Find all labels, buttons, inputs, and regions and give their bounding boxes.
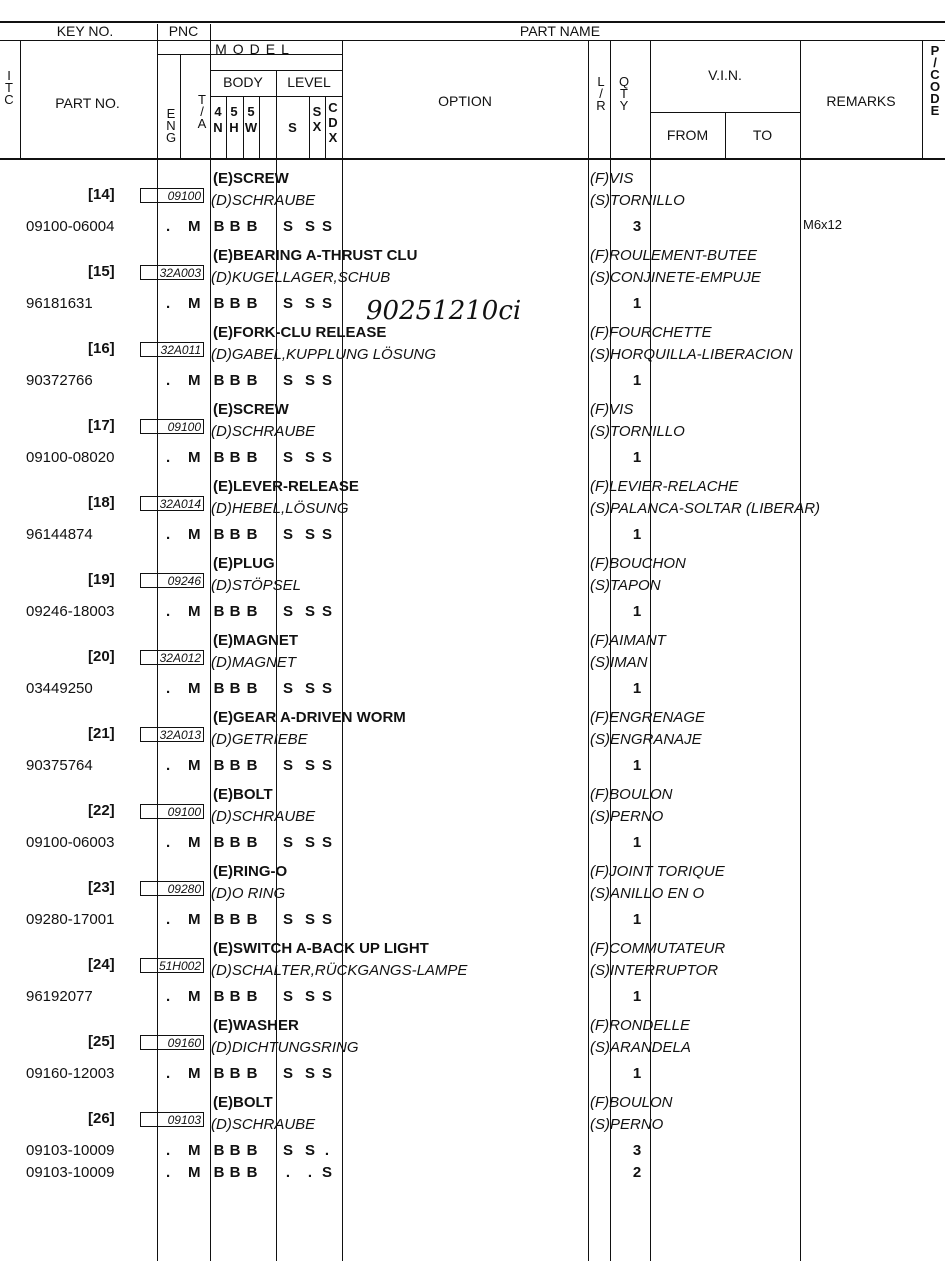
body-value: B xyxy=(213,1142,225,1159)
pcode-letter: P xyxy=(930,43,940,58)
key-number: [17] xyxy=(88,417,115,434)
body-value: B xyxy=(213,218,225,235)
body-value: B xyxy=(229,449,241,466)
english-name: (E)RING-O xyxy=(213,863,288,880)
column-rule xyxy=(325,96,326,158)
quantity: 1 xyxy=(632,757,642,774)
eng-dot: . xyxy=(166,603,171,620)
french-name: (F)BOUCHON xyxy=(590,555,686,572)
pcode-letter: E xyxy=(930,103,940,118)
body-value: B xyxy=(246,1065,258,1082)
qty-header xyxy=(617,76,631,112)
english-name: (E)PLUG xyxy=(213,555,275,572)
eng-dot: . xyxy=(166,1164,171,1181)
part-name-header: PART NAME xyxy=(519,23,601,39)
body-value: B xyxy=(213,449,225,466)
french-name: (F)ROULEMENT-BUTEE xyxy=(590,247,757,264)
column-rule xyxy=(157,24,158,1261)
lr-letter: / xyxy=(599,86,603,101)
french-name: (F)BOULON xyxy=(590,1094,673,1111)
eng-letter: G xyxy=(165,130,177,145)
german-name: (D)O RING xyxy=(211,885,286,902)
german-name: (D)STÖPSEL xyxy=(211,577,302,594)
level-value: S xyxy=(321,680,332,697)
body-value: B xyxy=(229,988,241,1005)
level-value: . xyxy=(324,1142,330,1159)
lr-header xyxy=(594,76,608,112)
part-number: 03449250 xyxy=(26,680,93,697)
german-name: (D)SCHALTER,RÜCKGANGS-LAMPE xyxy=(211,962,468,979)
ta-letter: T xyxy=(198,92,206,107)
pnc-code: 32A013 xyxy=(140,727,204,742)
german-name: (D)KUGELLAGER,SCHUB xyxy=(211,269,391,286)
level-col-label xyxy=(309,104,325,134)
qty-letter: Y xyxy=(619,98,629,113)
header-top-rule xyxy=(0,21,945,23)
spanish-name: (S)ARANDELA xyxy=(590,1039,691,1056)
quantity: 1 xyxy=(632,834,642,851)
key-number: [21] xyxy=(88,725,115,742)
pnc-code: 09103 xyxy=(140,1112,204,1127)
level-value: S xyxy=(304,757,315,774)
spanish-name: (S)ANILLO EN O xyxy=(590,885,705,902)
english-name: (E)WASHER xyxy=(213,1017,299,1034)
body-header: BODY xyxy=(223,74,263,90)
level-value: S xyxy=(282,218,293,235)
english-name: (E)BOLT xyxy=(213,786,273,803)
level-value: S xyxy=(282,603,293,620)
level-value: S xyxy=(321,526,332,543)
body-value: B xyxy=(229,603,241,620)
pnc-code: 09100 xyxy=(140,419,204,434)
quantity: 2 xyxy=(632,1164,642,1181)
body-value: B xyxy=(213,757,225,774)
level-value: S xyxy=(304,1142,315,1159)
key-number: [16] xyxy=(88,340,115,357)
level-value: S xyxy=(304,218,315,235)
key-number: [22] xyxy=(88,802,115,819)
level-col-char: S xyxy=(312,104,322,119)
quantity: 3 xyxy=(632,218,642,235)
quantity: 1 xyxy=(632,680,642,697)
level-col-char: X xyxy=(328,130,338,145)
body-value: B xyxy=(213,834,225,851)
body-value: B xyxy=(213,1065,225,1082)
eng-dot: . xyxy=(166,680,171,697)
french-name: (F)FOURCHETTE xyxy=(590,324,712,341)
english-name: (E)LEVER-RELEASE xyxy=(213,478,359,495)
key-number: [14] xyxy=(88,186,115,203)
level-value: S xyxy=(304,295,315,312)
pnc-code: 09160 xyxy=(140,1035,204,1050)
quantity: 1 xyxy=(632,449,642,466)
itc-letter: I xyxy=(7,68,11,83)
eng-dot: . xyxy=(166,449,171,466)
level-value: S xyxy=(321,911,332,928)
qty-letter: Q xyxy=(618,74,630,89)
column-rule xyxy=(800,40,801,1261)
level-value: S xyxy=(304,988,315,1005)
german-name: (D)SCHRAUBE xyxy=(211,808,316,825)
itc-header xyxy=(2,70,16,106)
ta-code: M xyxy=(188,372,201,389)
level-col-label xyxy=(276,120,309,135)
quantity: 1 xyxy=(632,911,642,928)
column-rule xyxy=(210,24,211,1261)
pnc-code: 09100 xyxy=(140,188,204,203)
eng-header xyxy=(164,108,178,144)
body-value: B xyxy=(229,757,241,774)
body-value: B xyxy=(246,449,258,466)
part-number: 09246-18003 xyxy=(26,603,115,620)
level-value: S xyxy=(321,834,332,851)
spanish-name: (S)PERNO xyxy=(590,1116,664,1133)
eng-dot: . xyxy=(166,988,171,1005)
level-value: S xyxy=(321,603,332,620)
french-name: (F)AIMANT xyxy=(590,632,666,649)
model-header: MODEL xyxy=(215,41,295,57)
level-value: S xyxy=(282,757,293,774)
vin-header: V.I.N. xyxy=(708,67,742,83)
key-number: [15] xyxy=(88,263,115,280)
level-value: S xyxy=(321,1065,332,1082)
eng-dot: . xyxy=(166,295,171,312)
body-value: B xyxy=(229,218,241,235)
key-number: [18] xyxy=(88,494,115,511)
ta-code: M xyxy=(188,1065,201,1082)
eng-dot: . xyxy=(166,911,171,928)
body-col-label xyxy=(227,104,241,136)
level-value: S xyxy=(304,603,315,620)
column-rule xyxy=(588,40,589,1261)
quantity: 1 xyxy=(632,1065,642,1082)
spanish-name: (S)INTERRUPTOR xyxy=(590,962,719,979)
part-number: 96181631 xyxy=(26,295,93,312)
key-no-header: KEY NO. xyxy=(56,23,114,39)
ta-code: M xyxy=(188,603,201,620)
french-name: (F)LEVIER-RELACHE xyxy=(590,478,739,495)
pcode-letter: D xyxy=(930,91,940,106)
quantity: 1 xyxy=(632,295,642,312)
body-value: B xyxy=(246,372,258,389)
ta-code: M xyxy=(188,449,201,466)
pnc-code: 32A014 xyxy=(140,496,204,511)
level-value: S xyxy=(321,218,332,235)
level-value: S xyxy=(321,372,332,389)
key-number: [20] xyxy=(88,648,115,665)
level-value: S xyxy=(304,911,315,928)
ta-code: M xyxy=(188,911,201,928)
spanish-name: (S)IMAN xyxy=(590,654,648,671)
option-header: OPTION xyxy=(438,93,492,109)
spanish-name: (S)HORQUILLA-LIBERACION xyxy=(590,346,793,363)
header-row1-rule xyxy=(0,40,945,41)
body-value: B xyxy=(246,1164,258,1181)
german-name: (D)SCHRAUBE xyxy=(211,1116,316,1133)
key-number: [25] xyxy=(88,1033,115,1050)
column-rule xyxy=(922,40,923,158)
body-value: B xyxy=(213,295,225,312)
body-col-char: 5 xyxy=(230,104,238,119)
german-name: (D)HEBEL,LÖSUNG xyxy=(211,500,349,517)
body-col-char: H xyxy=(229,120,239,135)
ta-code: M xyxy=(188,295,201,312)
quantity: 1 xyxy=(632,988,642,1005)
eng-letter: E xyxy=(166,106,176,121)
body-value: B xyxy=(213,988,225,1005)
english-name: (E)SCREW xyxy=(213,401,289,418)
pcode-letter: / xyxy=(933,55,937,70)
french-name: (F)VIS xyxy=(590,170,634,187)
german-name: (D)DICHTUNGSRING xyxy=(211,1039,359,1056)
level-value: S xyxy=(304,680,315,697)
level-value: S xyxy=(282,1065,293,1082)
quantity: 1 xyxy=(632,603,642,620)
body-value: B xyxy=(246,988,258,1005)
level-value: S xyxy=(321,1164,332,1181)
part-number: 09100-06004 xyxy=(26,218,115,235)
body-value: B xyxy=(229,526,241,543)
english-name: (E)BOLT xyxy=(213,1094,273,1111)
ta-code: M xyxy=(188,834,201,851)
body-value: B xyxy=(229,1164,241,1181)
level-value: S xyxy=(321,449,332,466)
level-value: S xyxy=(321,988,332,1005)
body-value: B xyxy=(229,834,241,851)
spanish-name: (S)TORNILLO xyxy=(590,192,685,209)
body-value: B xyxy=(213,603,225,620)
body-value: B xyxy=(213,1164,225,1181)
column-rule xyxy=(610,40,611,1261)
ta-code: M xyxy=(188,757,201,774)
level-col-char: D xyxy=(328,115,338,130)
ta-code: M xyxy=(188,218,201,235)
german-name: (D)SCHRAUBE xyxy=(211,192,316,209)
itc-letter: T xyxy=(5,80,13,95)
level-value: S xyxy=(282,988,293,1005)
level-value: S xyxy=(282,449,293,466)
header-bottom-rule xyxy=(0,158,945,160)
ta-letter: A xyxy=(197,116,207,131)
part-no-header: PART NO. xyxy=(55,95,120,111)
pnc-code: 09246 xyxy=(140,573,204,588)
handwritten-note: 90251210ci xyxy=(366,296,522,326)
part-number: 09100-06003 xyxy=(26,834,115,851)
column-rule xyxy=(309,96,310,158)
part-number: 96144874 xyxy=(26,526,93,543)
level-value: S xyxy=(282,295,293,312)
english-name: (E)MAGNET xyxy=(213,632,298,649)
part-number: 09280-17001 xyxy=(26,911,115,928)
key-number: [26] xyxy=(88,1110,115,1127)
eng-dot: . xyxy=(166,834,171,851)
english-name: (E)FORK-CLU RELEASE xyxy=(213,324,387,341)
level-value: S xyxy=(282,526,293,543)
french-name: (F)ENGRENAGE xyxy=(590,709,706,726)
body-value: B xyxy=(213,680,225,697)
eng-dot: . xyxy=(166,218,171,235)
level-value: S xyxy=(304,1065,315,1082)
key-number: [19] xyxy=(88,571,115,588)
spanish-name: (S)CONJINETE-EMPUJE xyxy=(590,269,761,286)
column-rule xyxy=(243,96,244,158)
body-value: B xyxy=(246,218,258,235)
body-col-label xyxy=(244,104,258,136)
body-value: B xyxy=(213,526,225,543)
column-rule xyxy=(725,112,726,158)
column-rule xyxy=(259,96,260,158)
spanish-name: (S)TAPON xyxy=(590,577,661,594)
body-value: B xyxy=(229,911,241,928)
eng-letter: N xyxy=(166,118,176,133)
body-value: B xyxy=(229,372,241,389)
eng-dot: . xyxy=(166,1065,171,1082)
ta-code: M xyxy=(188,1164,201,1181)
pnc-code: 09100 xyxy=(140,804,204,819)
german-name: (D)SCHRAUBE xyxy=(211,423,316,440)
level-value: . xyxy=(307,1164,313,1181)
quantity: 1 xyxy=(632,526,642,543)
english-name: (E)SWITCH A-BACK UP LIGHT xyxy=(213,940,429,957)
level-value: S xyxy=(304,526,315,543)
pnc-code: 32A011 xyxy=(140,342,204,357)
pnc-code: 32A003 xyxy=(140,265,204,280)
spanish-name: (S)PERNO xyxy=(590,808,664,825)
ta-code: M xyxy=(188,1142,201,1159)
part-number: 90372766 xyxy=(26,372,93,389)
level-value: S xyxy=(304,372,315,389)
body-col-char: W xyxy=(244,120,258,135)
lr-letter: R xyxy=(596,98,606,113)
part-number: 09160-12003 xyxy=(26,1065,115,1082)
body-value: B xyxy=(246,1142,258,1159)
level-value: S xyxy=(321,295,332,312)
spanish-name: (S)ENGRANAJE xyxy=(590,731,702,748)
itc-letter: C xyxy=(4,92,14,107)
part-number: 09100-08020 xyxy=(26,449,115,466)
body-value: B xyxy=(246,295,258,312)
eng-dot: . xyxy=(166,1142,171,1159)
pnc-code: 51H002 xyxy=(140,958,204,973)
lr-letter: L xyxy=(597,74,605,89)
vin-from-header: FROM xyxy=(666,127,709,143)
column-rule xyxy=(180,54,181,158)
pnc-code: 09280 xyxy=(140,881,204,896)
pcode-header xyxy=(928,45,942,117)
part-number: 90375764 xyxy=(26,757,93,774)
body-value: B xyxy=(229,1065,241,1082)
body-value: B xyxy=(246,757,258,774)
remarks-value: M6x12 xyxy=(803,217,843,232)
part-number: 96192077 xyxy=(26,988,93,1005)
body-value: B xyxy=(246,680,258,697)
german-name: (D)GABEL,KUPPLUNG LÖSUNG xyxy=(211,346,437,363)
french-name: (F)RONDELLE xyxy=(590,1017,691,1034)
quantity: 1 xyxy=(632,372,642,389)
spanish-name: (S)PALANCA-SOLTAR (LIBERAR) xyxy=(590,500,821,517)
key-number: [24] xyxy=(88,956,115,973)
level-value: S xyxy=(282,911,293,928)
ta-code: M xyxy=(188,988,201,1005)
french-name: (F)BOULON xyxy=(590,786,673,803)
level-header: LEVEL xyxy=(287,74,331,90)
body-value: B xyxy=(246,834,258,851)
body-value: B xyxy=(246,911,258,928)
body-col-char: 4 xyxy=(214,104,222,119)
vin-to-header: TO xyxy=(752,127,773,143)
qty-letter: T xyxy=(620,86,628,101)
level-col-char: C xyxy=(328,100,338,115)
level-value: S xyxy=(282,834,293,851)
pnc-header: PNC xyxy=(168,23,199,39)
column-rule xyxy=(226,96,227,158)
ta-letter: / xyxy=(200,104,204,119)
body-value: B xyxy=(246,526,258,543)
ta-code: M xyxy=(188,680,201,697)
column-rule xyxy=(276,70,277,1261)
german-name: (D)MAGNET xyxy=(211,654,296,671)
column-rule xyxy=(20,40,21,158)
english-name: (E)GEAR A-DRIVEN WORM xyxy=(213,709,406,726)
body-col-char: N xyxy=(213,120,223,135)
level-value: S xyxy=(321,757,332,774)
body-col-label xyxy=(211,104,225,136)
quantity: 3 xyxy=(632,1142,642,1159)
body-value: B xyxy=(229,680,241,697)
body-value: B xyxy=(213,911,225,928)
level-value: S xyxy=(282,680,293,697)
part-number: 09103-10009 xyxy=(26,1164,115,1181)
french-name: (F)VIS xyxy=(590,401,634,418)
part-number: 09103-10009 xyxy=(26,1142,115,1159)
ta-header xyxy=(195,94,209,130)
french-name: (F)JOINT TORIQUE xyxy=(590,863,725,880)
key-number: [23] xyxy=(88,879,115,896)
body-col-char: 5 xyxy=(247,104,255,119)
eng-dot: . xyxy=(166,757,171,774)
remarks-header: REMARKS xyxy=(826,93,896,109)
ta-code: M xyxy=(188,526,201,543)
body-value: B xyxy=(213,372,225,389)
body-value: B xyxy=(229,295,241,312)
column-rule xyxy=(650,40,651,1261)
body-value: B xyxy=(229,1142,241,1159)
german-name: (D)GETRIEBE xyxy=(211,731,308,748)
pcode-letter: O xyxy=(929,79,941,94)
pnc-code: 32A012 xyxy=(140,650,204,665)
english-name: (E)SCREW xyxy=(213,170,289,187)
pcode-letter: C xyxy=(930,67,940,82)
level-col-char: S xyxy=(288,120,297,135)
french-name: (F)COMMUTATEUR xyxy=(590,940,726,957)
level-value: S xyxy=(282,1142,293,1159)
level-value: . xyxy=(285,1164,291,1181)
column-rule xyxy=(342,40,343,1261)
level-value: S xyxy=(304,834,315,851)
eng-dot: . xyxy=(166,526,171,543)
level-value: S xyxy=(304,449,315,466)
english-name: (E)BEARING A-THRUST CLU xyxy=(213,247,418,264)
level-col-label xyxy=(325,100,341,145)
level-col-char: X xyxy=(312,119,322,134)
eng-dot: . xyxy=(166,372,171,389)
level-value: S xyxy=(282,372,293,389)
spanish-name: (S)TORNILLO xyxy=(590,423,685,440)
body-value: B xyxy=(246,603,258,620)
